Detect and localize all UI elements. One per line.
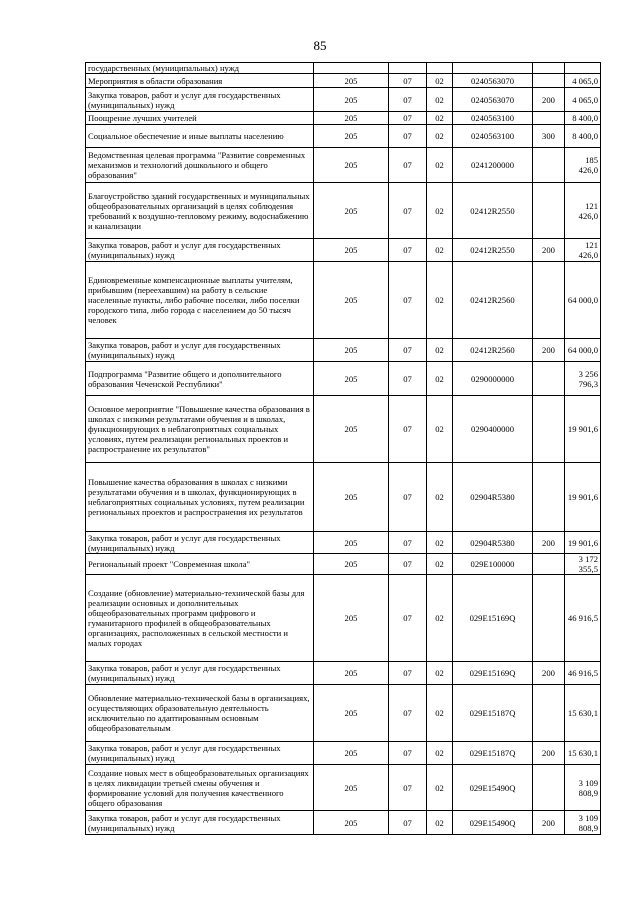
- row-name-cell: Ведомственная целевая программа "Развитие современных механизмов и технологий дошкольного и общего образования": [86, 148, 314, 183]
- row-cs-cell: [453, 63, 533, 74]
- row-cs-cell: 029E15169Q: [453, 575, 533, 662]
- row-rz-cell: 07: [389, 554, 427, 575]
- row-cs-cell: 029E15490Q: [453, 811, 533, 835]
- row-name-cell: Создание (обновление) материально-технической базы для реализации основных и дополнительных общеобразовательных программ цифрового и гуманитарного профилей в общеобразовательных организациях, расположенных в сельской местности и малых городах: [86, 575, 314, 662]
- row-vr-cell: [533, 112, 565, 125]
- row-gr-cell: 205: [314, 239, 389, 262]
- row-sum-cell: 8 400,0: [565, 125, 601, 148]
- row-gr-cell: 205: [314, 339, 389, 362]
- row-gr-cell: 205: [314, 88, 389, 112]
- row-sum-cell: 8 400,0: [565, 112, 601, 125]
- row-gr-cell: 205: [314, 575, 389, 662]
- row-vr-cell: [533, 554, 565, 575]
- row-name-cell: Закупка товаров, работ и услуг для государственных (муниципальных) нужд: [86, 662, 314, 685]
- row-name-cell: Мероприятия в области образования: [86, 74, 314, 88]
- row-cs-cell: 029E15169Q: [453, 662, 533, 685]
- row-gr-cell: 205: [314, 148, 389, 183]
- row-rz-cell: 07: [389, 396, 427, 463]
- table-row: [86, 575, 601, 662]
- row-gr-cell: 205: [314, 463, 389, 532]
- row-gr-cell: 205: [314, 362, 389, 396]
- row-sum-cell: 3 109 808,9: [565, 811, 601, 835]
- row-rz-cell: 07: [389, 575, 427, 662]
- row-vr-cell: 200: [533, 239, 565, 262]
- row-sum-cell: [565, 63, 601, 74]
- table-row: [86, 662, 601, 685]
- row-sum-cell: 121 426,0: [565, 239, 601, 262]
- row-name-cell: государственных (муниципальных) нужд: [86, 63, 314, 74]
- row-name-cell: Закупка товаров, работ и услуг для государственных (муниципальных) нужд: [86, 742, 314, 765]
- row-rz-cell: 07: [389, 262, 427, 339]
- row-name-cell: Основное мероприятие "Повышение качества образования в школах с низкими результатами обучения и в школах, функционирующих в неблагоприятных социальных условиях, путем реализации региональных проектов и распространение их результатов": [86, 396, 314, 463]
- row-cs-cell: 0241200000: [453, 148, 533, 183]
- row-vr-cell: 200: [533, 339, 565, 362]
- row-rz-cell: 07: [389, 463, 427, 532]
- row-name-cell: Социальное обеспечение и иные выплаты населению: [86, 125, 314, 148]
- row-cs-cell: 02904R5380: [453, 532, 533, 554]
- row-sum-cell: 19 901,6: [565, 532, 601, 554]
- row-vr-cell: 200: [533, 662, 565, 685]
- row-rz-cell: 07: [389, 811, 427, 835]
- table-row: [86, 685, 601, 742]
- row-cs-cell: 029E15187Q: [453, 685, 533, 742]
- row-gr-cell: 205: [314, 183, 389, 239]
- row-gr-cell: 205: [314, 554, 389, 575]
- row-name-cell: Создание новых мест в общеобразовательных организациях в целях ликвидации третьей смены обучения и формирование условий для получения качественного общего образования: [86, 765, 314, 811]
- row-vr-cell: [533, 183, 565, 239]
- row-vr-cell: [533, 396, 565, 463]
- row-name-cell: Закупка товаров, работ и услуг для государственных (муниципальных) нужд: [86, 532, 314, 554]
- row-pr-cell: 02: [427, 575, 453, 662]
- table-row: [86, 811, 601, 835]
- table-row: [86, 765, 601, 811]
- row-pr-cell: 02: [427, 362, 453, 396]
- row-gr-cell: 205: [314, 262, 389, 339]
- row-rz-cell: 07: [389, 362, 427, 396]
- table-row: [86, 396, 601, 463]
- table-row: [86, 463, 601, 532]
- row-name-cell: Закупка товаров, работ и услуг для государственных (муниципальных) нужд: [86, 811, 314, 835]
- row-cs-cell: 0240563070: [453, 88, 533, 112]
- row-cs-cell: 0290400000: [453, 396, 533, 463]
- row-pr-cell: 02: [427, 765, 453, 811]
- row-pr-cell: 02: [427, 662, 453, 685]
- row-rz-cell: 07: [389, 742, 427, 765]
- row-sum-cell: 19 901,6: [565, 396, 601, 463]
- row-sum-cell: 46 916,5: [565, 662, 601, 685]
- row-sum-cell: 3 256 796,3: [565, 362, 601, 396]
- table-row: [86, 74, 601, 88]
- row-pr-cell: 02: [427, 183, 453, 239]
- row-cs-cell: 029E100000: [453, 554, 533, 575]
- row-cs-cell: 02412R2560: [453, 262, 533, 339]
- row-name-cell: Закупка товаров, работ и услуг для государственных (муниципальных) нужд: [86, 239, 314, 262]
- table-row: [86, 532, 601, 554]
- row-sum-cell: 15 630,1: [565, 685, 601, 742]
- row-sum-cell: 4 065,0: [565, 88, 601, 112]
- row-sum-cell: 64 000,0: [565, 262, 601, 339]
- row-pr-cell: 02: [427, 125, 453, 148]
- row-gr-cell: 205: [314, 112, 389, 125]
- row-pr-cell: 02: [427, 532, 453, 554]
- table-row: [86, 362, 601, 396]
- row-vr-cell: [533, 148, 565, 183]
- page-number: 85: [313, 38, 327, 53]
- row-gr-cell: 205: [314, 125, 389, 148]
- row-vr-cell: 300: [533, 125, 565, 148]
- table-row: [86, 183, 601, 239]
- row-pr-cell: 02: [427, 88, 453, 112]
- row-rz-cell: 07: [389, 88, 427, 112]
- row-pr-cell: 02: [427, 396, 453, 463]
- row-cs-cell: 02904R5380: [453, 463, 533, 532]
- row-cs-cell: 0240563100: [453, 125, 533, 148]
- row-rz-cell: 07: [389, 532, 427, 554]
- row-rz-cell: 07: [389, 239, 427, 262]
- row-vr-cell: 200: [533, 88, 565, 112]
- row-rz-cell: 07: [389, 685, 427, 742]
- row-cs-cell: 0240563100: [453, 112, 533, 125]
- row-name-cell: Закупка товаров, работ и услуг для государственных (муниципальных) нужд: [86, 339, 314, 362]
- row-vr-cell: [533, 74, 565, 88]
- table-row: [86, 262, 601, 339]
- row-cs-cell: 029E15490Q: [453, 765, 533, 811]
- row-gr-cell: 205: [314, 685, 389, 742]
- row-name-cell: Закупка товаров, работ и услуг для государственных (муниципальных) нужд: [86, 88, 314, 112]
- row-pr-cell: 02: [427, 811, 453, 835]
- row-name-cell: Подпрограмма "Развитие общего и дополнительного образования Чеченской Республики": [86, 362, 314, 396]
- row-gr-cell: 205: [314, 74, 389, 88]
- row-sum-cell: 185 426,0: [565, 148, 601, 183]
- row-sum-cell: 15 630,1: [565, 742, 601, 765]
- row-pr-cell: 02: [427, 112, 453, 125]
- row-vr-cell: [533, 765, 565, 811]
- row-sum-cell: 64 000,0: [565, 339, 601, 362]
- row-cs-cell: 0290000000: [453, 362, 533, 396]
- row-sum-cell: 4 065,0: [565, 74, 601, 88]
- row-cs-cell: 029E15187Q: [453, 742, 533, 765]
- row-vr-cell: [533, 685, 565, 742]
- row-pr-cell: [427, 63, 453, 74]
- row-rz-cell: 07: [389, 74, 427, 88]
- row-pr-cell: 02: [427, 239, 453, 262]
- row-pr-cell: 02: [427, 463, 453, 532]
- table-row: [86, 239, 601, 262]
- table-row: [86, 554, 601, 575]
- row-cs-cell: 02412R2550: [453, 239, 533, 262]
- row-vr-cell: [533, 362, 565, 396]
- row-vr-cell: 200: [533, 742, 565, 765]
- row-vr-cell: [533, 262, 565, 339]
- row-pr-cell: 02: [427, 339, 453, 362]
- row-gr-cell: [314, 63, 389, 74]
- row-name-cell: Региональный проект "Современная школа": [86, 554, 314, 575]
- row-name-cell: Единовременные компенсационные выплаты учителям, прибывшим (переехавшим) на работу в сельские населенные пункты, либо рабочие поселки, либо поселки городского типа, либо города с населением до 50 тысяч человек: [86, 262, 314, 339]
- row-vr-cell: 200: [533, 532, 565, 554]
- row-name-cell: Поощрение лучших учителей: [86, 112, 314, 125]
- row-cs-cell: 0240563070: [453, 74, 533, 88]
- budget-table: [85, 62, 601, 835]
- table-row: [86, 88, 601, 112]
- row-pr-cell: 02: [427, 554, 453, 575]
- row-rz-cell: 07: [389, 183, 427, 239]
- row-rz-cell: [389, 63, 427, 74]
- table-row: [86, 339, 601, 362]
- row-pr-cell: 02: [427, 685, 453, 742]
- row-sum-cell: 3 109 808,9: [565, 765, 601, 811]
- row-pr-cell: 02: [427, 148, 453, 183]
- row-rz-cell: 07: [389, 339, 427, 362]
- table-row: [86, 148, 601, 183]
- row-rz-cell: 07: [389, 662, 427, 685]
- row-cs-cell: 02412R2560: [453, 339, 533, 362]
- row-gr-cell: 205: [314, 742, 389, 765]
- row-gr-cell: 205: [314, 811, 389, 835]
- row-rz-cell: 07: [389, 148, 427, 183]
- row-pr-cell: 02: [427, 262, 453, 339]
- row-pr-cell: 02: [427, 74, 453, 88]
- row-vr-cell: [533, 63, 565, 74]
- row-cs-cell: 02412R2550: [453, 183, 533, 239]
- budget-table-body: [86, 63, 601, 835]
- row-rz-cell: 07: [389, 112, 427, 125]
- row-pr-cell: 02: [427, 742, 453, 765]
- row-sum-cell: 3 172 355,5: [565, 554, 601, 575]
- row-sum-cell: 121 426,0: [565, 183, 601, 239]
- row-gr-cell: 205: [314, 662, 389, 685]
- row-sum-cell: 19 901,6: [565, 463, 601, 532]
- row-name-cell: Повышение качества образования в школах с низкими результатами обучения и в школах, функционирующих в неблагоприятных социальных условиях, путем реализации региональных проектов и распространения их результатов: [86, 463, 314, 532]
- row-vr-cell: 200: [533, 811, 565, 835]
- row-gr-cell: 205: [314, 396, 389, 463]
- row-vr-cell: [533, 463, 565, 532]
- table-row: [86, 742, 601, 765]
- row-vr-cell: [533, 575, 565, 662]
- table-row: [86, 112, 601, 125]
- row-gr-cell: 205: [314, 765, 389, 811]
- row-sum-cell: 46 916,5: [565, 575, 601, 662]
- row-rz-cell: 07: [389, 125, 427, 148]
- row-rz-cell: 07: [389, 765, 427, 811]
- row-name-cell: Обновление материально-технической базы в организациях, осуществляющих образовательную деятельность исключительно по адаптированным основным общеобразовательным: [86, 685, 314, 742]
- row-gr-cell: 205: [314, 532, 389, 554]
- table-row: [86, 63, 601, 74]
- table-row: [86, 125, 601, 148]
- row-name-cell: Благоустройство зданий государственных и муниципальных общеобразовательных организаций в целях соблюдения требований к воздушно-тепловому режиму, водоснабжению и канализации: [86, 183, 314, 239]
